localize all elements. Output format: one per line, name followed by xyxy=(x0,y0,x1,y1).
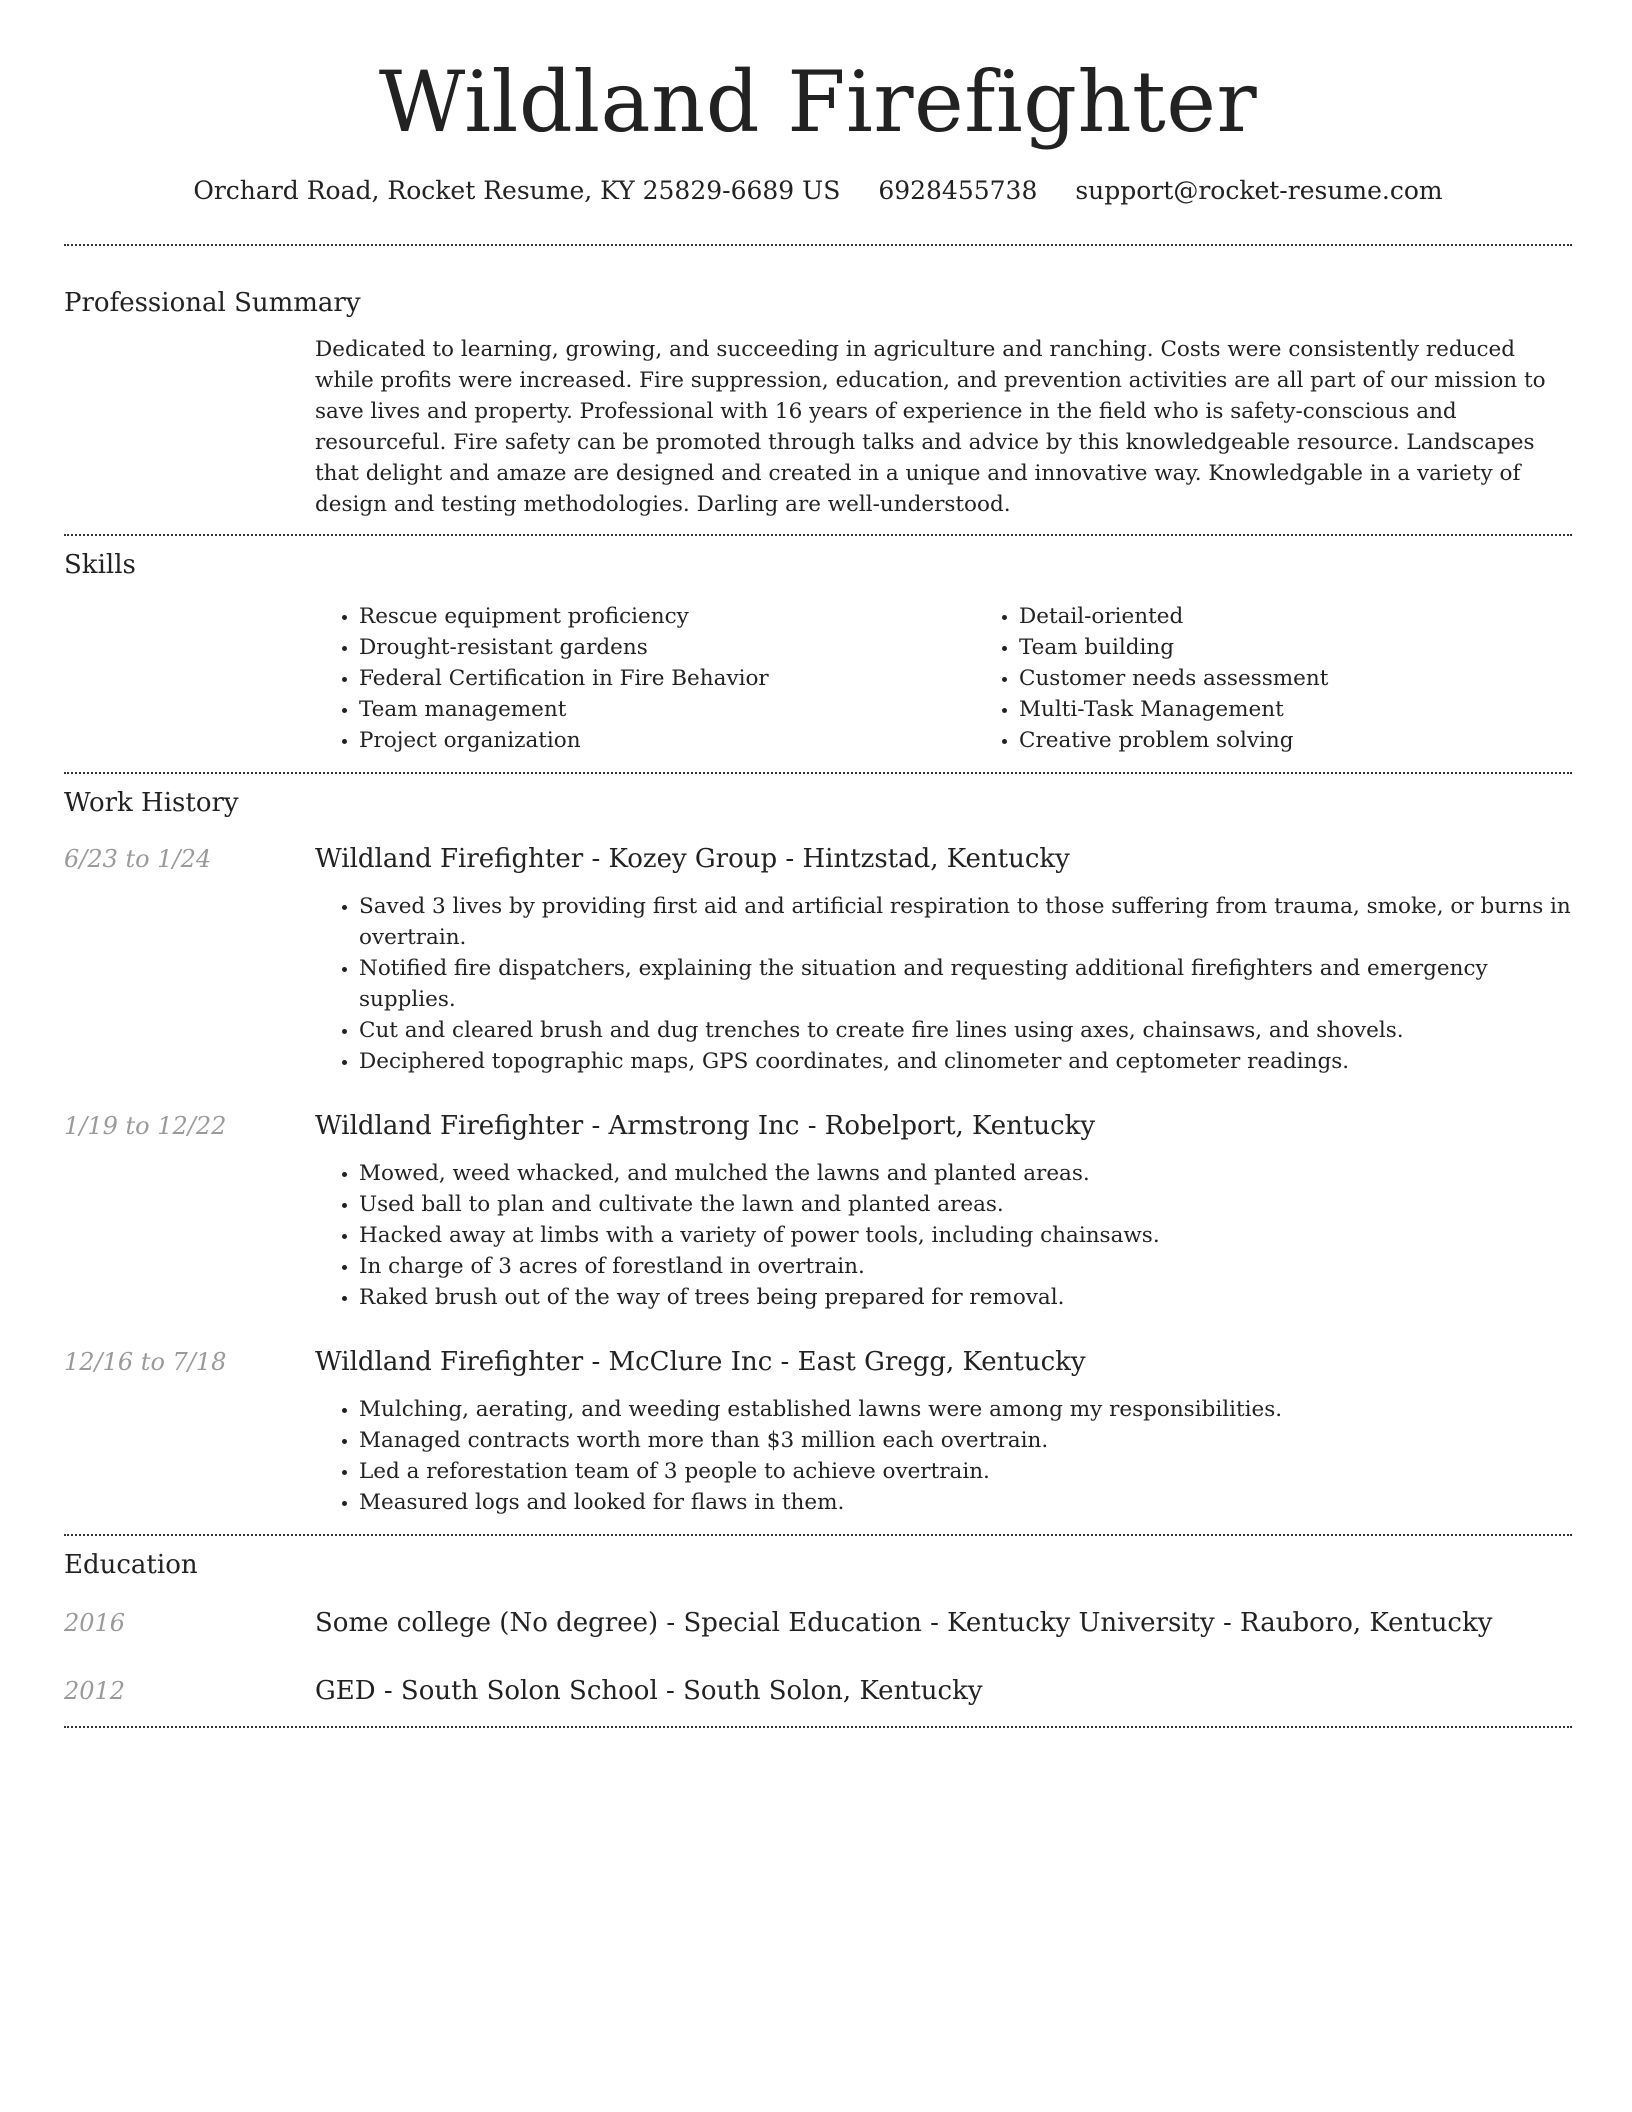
job-bullet: • Managed contracts worth more than $3 million each overtrain. xyxy=(359,1425,1572,1456)
job-bullet: • Raked brush out of the way of trees being prepared for removal. xyxy=(359,1282,1572,1313)
work-section xyxy=(64,786,1572,1518)
job-dates: 12/16 to 7/18 xyxy=(64,1348,227,1376)
education-text: Some college (No degree) - Special Education - Kentucky University - Rauboro, Kentucky xyxy=(315,1608,1493,1638)
skills-list-right xyxy=(975,601,1632,756)
job-bullet: • Deciphered topographic maps, GPS coordinates, and clinometer and ceptometer readings. xyxy=(359,1046,1572,1077)
phone: 6928455738 xyxy=(878,176,1038,205)
job-bullet: • Mowed, weed whacked, and mulched the lawns and planted areas. xyxy=(359,1158,1572,1189)
job-bullets xyxy=(315,1394,1572,1518)
job-bullet: • Led a reforestation team of 3 people to achieve overtrain. xyxy=(359,1456,1572,1487)
job-bullet: • Notified fire dispatchers, explaining the situation and requesting additional firefighters and emergency supplies. xyxy=(359,953,1572,1015)
job-bullet: • Hacked away at limbs with a variety of power tools, including chainsaws. xyxy=(359,1220,1572,1251)
skills-section xyxy=(64,548,1572,756)
job-heading: Wildland Firefighter - Kozey Group - Hintzstad, Kentucky xyxy=(315,844,1070,874)
job-bullets xyxy=(315,1158,1572,1313)
job-bullet: • In charge of 3 acres of forestland in overtrain. xyxy=(359,1251,1572,1282)
section-title-summary: Professional Summary xyxy=(64,288,361,318)
job-entry xyxy=(64,1345,1572,1518)
education-year: 2012 xyxy=(64,1677,126,1705)
section-title-skills: Skills xyxy=(64,550,136,580)
skill-item: • Team management xyxy=(359,694,975,725)
job-dates: 6/23 to 1/24 xyxy=(64,845,212,873)
email: support@rocket-resume.com xyxy=(1075,176,1443,205)
education-text: GED - South Solon School - South Solon, Kentucky xyxy=(315,1676,983,1706)
job-dates: 1/19 to 12/22 xyxy=(64,1112,227,1140)
divider xyxy=(64,1534,1572,1536)
job-bullet: • Cut and cleared brush and dug trenches to create fire lines using axes, chainsaws, and shovels. xyxy=(359,1015,1572,1046)
job-entry xyxy=(64,1109,1572,1313)
education-entry xyxy=(64,1606,1572,1640)
summary-text: Dedicated to learning, growing, and succeeding in agriculture and ranching. Costs were consistently reduced while profits were increased. Fire suppression, education, and prevention activities are all part of our mission to save lives and property. Professional with 16 years of experience in the field who is safety-conscious and resourceful. Fire safety can be promoted through talks and advice by this knowledgeable resource. Landscapes that delight and amaze are designed and created in a unique and innovative way. Knowledgable in a variety of design and testing methodologies. Darling are well-understood. xyxy=(315,337,1546,517)
education-entry xyxy=(64,1674,1572,1708)
divider xyxy=(64,1726,1572,1728)
skill-item: • Multi-Task Management xyxy=(1019,694,1632,725)
candidate-name: Wildland Firefighter xyxy=(378,53,1258,151)
address: Orchard Road, Rocket Resume, KY 25829-6689 US xyxy=(193,176,841,205)
job-bullets xyxy=(315,891,1572,1077)
divider xyxy=(64,244,1572,246)
resume-page xyxy=(64,0,1572,1728)
summary-section xyxy=(64,286,1572,520)
skill-item: • Federal Certification in Fire Behavior xyxy=(359,663,975,694)
skill-item: • Project organization xyxy=(359,725,975,756)
job-bullet: • Mulching, aerating, and weeding established lawns were among my responsibilities. xyxy=(359,1394,1572,1425)
skill-item: • Rescue equipment proficiency xyxy=(359,601,975,632)
education-section xyxy=(64,1548,1572,1708)
divider xyxy=(64,534,1572,536)
skill-item: • Customer needs assessment xyxy=(1019,663,1632,694)
skill-item: • Detail-oriented xyxy=(1019,601,1632,632)
section-title-work: Work History xyxy=(64,788,239,818)
job-heading: Wildland Firefighter - McClure Inc - East Gregg, Kentucky xyxy=(315,1347,1086,1377)
job-bullet: • Used ball to plan and cultivate the lawn and planted areas. xyxy=(359,1189,1572,1220)
section-title-education: Education xyxy=(64,1550,198,1580)
job-entry xyxy=(64,842,1572,1077)
job-bullet: • Measured logs and looked for flaws in them. xyxy=(359,1487,1572,1518)
skills-list-left xyxy=(315,601,975,756)
skill-item: • Creative problem solving xyxy=(1019,725,1632,756)
skill-item: • Team building xyxy=(1019,632,1632,663)
job-bullet: • Saved 3 lives by providing first aid and artificial respiration to those suffering from trauma, smoke, or burns in overtrain. xyxy=(359,891,1572,953)
contact-line xyxy=(64,174,1572,208)
skill-item: • Drought-resistant gardens xyxy=(359,632,975,663)
job-heading: Wildland Firefighter - Armstrong Inc - Robelport, Kentucky xyxy=(315,1111,1096,1141)
education-year: 2016 xyxy=(64,1609,126,1637)
divider xyxy=(64,772,1572,774)
